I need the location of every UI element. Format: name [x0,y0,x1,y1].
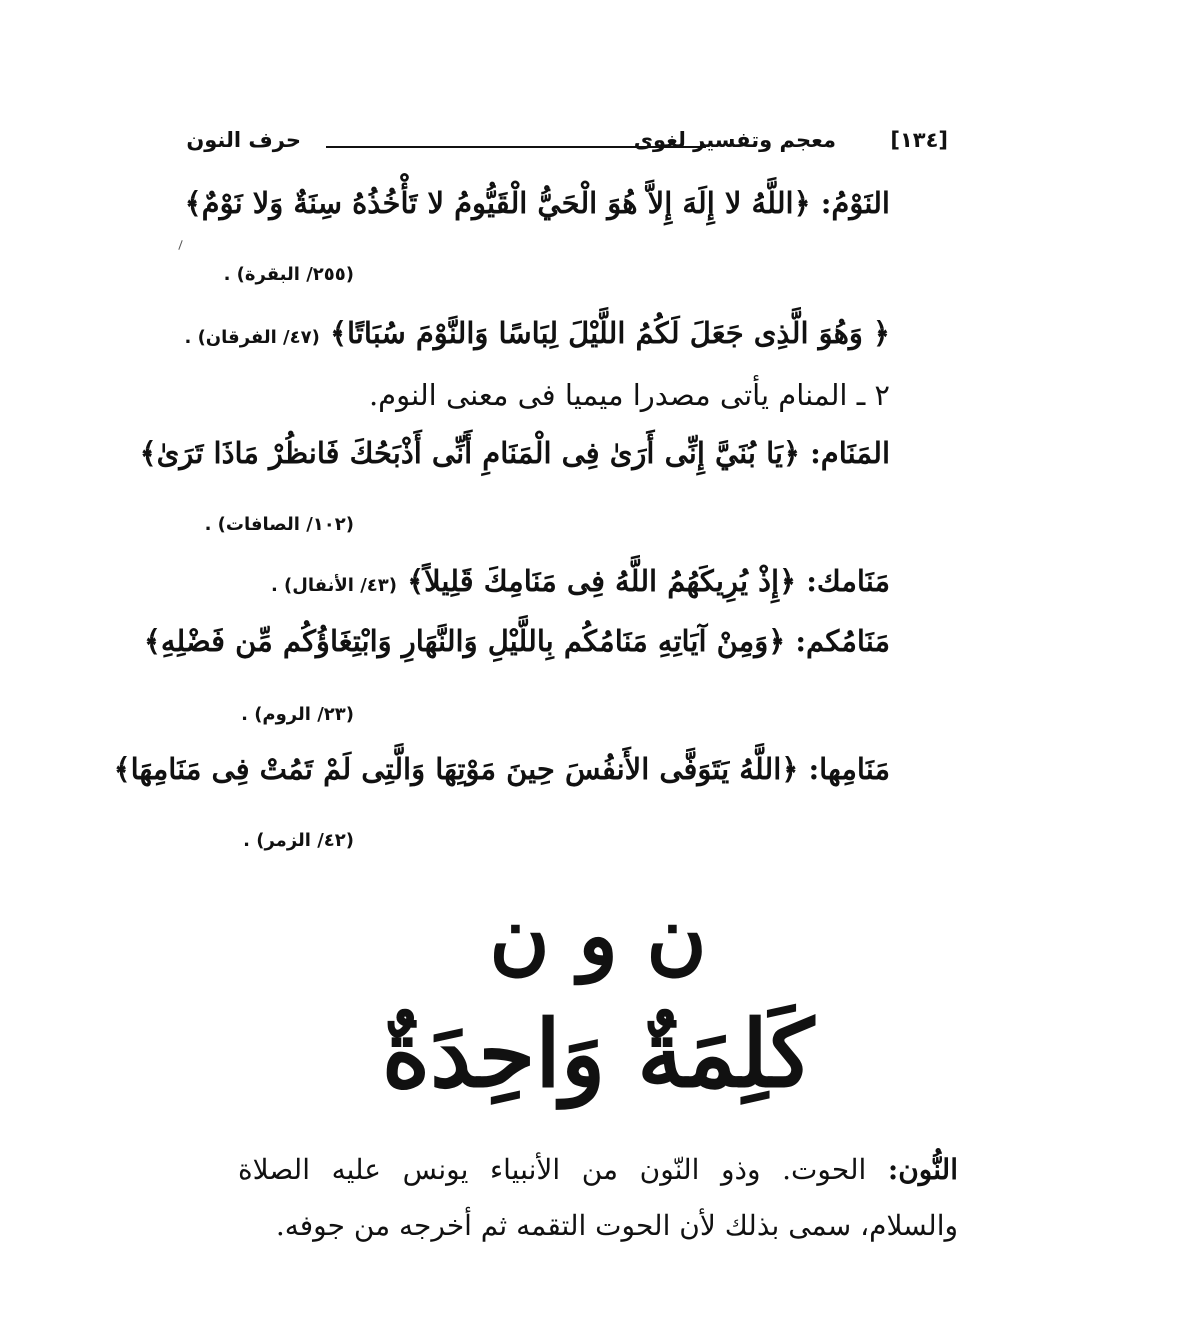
page-number: [١٣٤] [890,128,948,152]
verse-reference: (١٠٢/ الصافات) . [204,514,354,535]
book-title: معجم وتفسير لغوى [633,128,836,152]
entry-word: مَنَامُكم: [795,624,890,658]
entry-word: المَنَام: [810,436,890,470]
entry-line-manamiha [114,752,890,786]
definition-paragraph [238,1142,958,1254]
verse-reference: (٤٧/ الفرقان) . [184,327,320,348]
verse-text: ﴿وَمِنْ آيَاتِهِ مَنَامُكُم بِاللَّيْلِ وَالنَّهَارِ وَابْتِغَاؤُكُم مِّن فَضْلِهِ﴾ [143,624,786,658]
entry-line-manamukum [144,624,890,658]
definition-text: الحوت. وذو النّون من الأنبياء يونس عليه الصلاة والسلام، سمى بذلك لأن الحوت التقمه ثم أخرجه من جوفه. [238,1153,958,1242]
verse-text: ﴿ وَهُوَ الَّذِى جَعَلَ لَكُمُ اللَّيْلَ لِبَاسًا وَالنَّوْمَ سُبَاتًا﴾ [329,316,890,350]
header-rule [326,146,706,148]
title-heading: كَلِمَةٌ وَاحِدَةٌ [381,1000,815,1108]
verse-text: ﴿إِذْ يُرِيكَهُمُ اللَّهُ فِى مَنَامِكَ قَلِيلاً﴾ [407,564,797,598]
verse-text: ﴿اللَّهُ لا إِلَهَ إِلاَّ هُوَ الْحَيُّ الْقَيُّومُ لا تَأْخُذُهُ سِنَةٌ وَلا نَوْمٌ﴾ [184,186,811,220]
scan-speck [178,240,182,250]
entry-word: النَوْمُ: [820,186,890,220]
definition-lead: النُّون: [887,1153,958,1186]
entry-line-subatan [184,316,890,350]
verse-reference: (٢٥٥/ البقرة) . [223,264,354,285]
verse-reference: (٤٣/ الأنفال) . [270,575,398,596]
section-title: حرف النون [186,128,301,152]
entry-line-almanam [140,436,890,470]
entry-line-manamik [271,564,890,598]
explanation-line: ٢ ـ المنام يأتى مصدرا ميميا فى معنى النوم. [368,378,890,412]
root-heading: ن و ن [489,888,707,984]
verse-reference: (٤٢/ الزمر) . [243,830,354,851]
entry-line-nawm [185,186,890,220]
entry-word: مَنَامك: [806,564,890,598]
entry-word: مَنَامِها: [808,752,890,786]
verse-text: ﴿يَا بُنَيَّ إِنِّى أَرَىٰ فِى الْمَنَامِ أَنِّى أَذْبَحُكَ فَانظُرْ مَاذَا تَرَىٰ﴾ [139,436,800,470]
verse-reference: (٢٣/ الروم) . [241,704,354,725]
verse-text: ﴿اللَّهُ يَتَوَفَّى الأَنفُسَ حِينَ مَوْتِهَا وَالَّتِى لَمْ تَمُتْ فِى مَنَامِهَا﴾ [113,752,799,786]
